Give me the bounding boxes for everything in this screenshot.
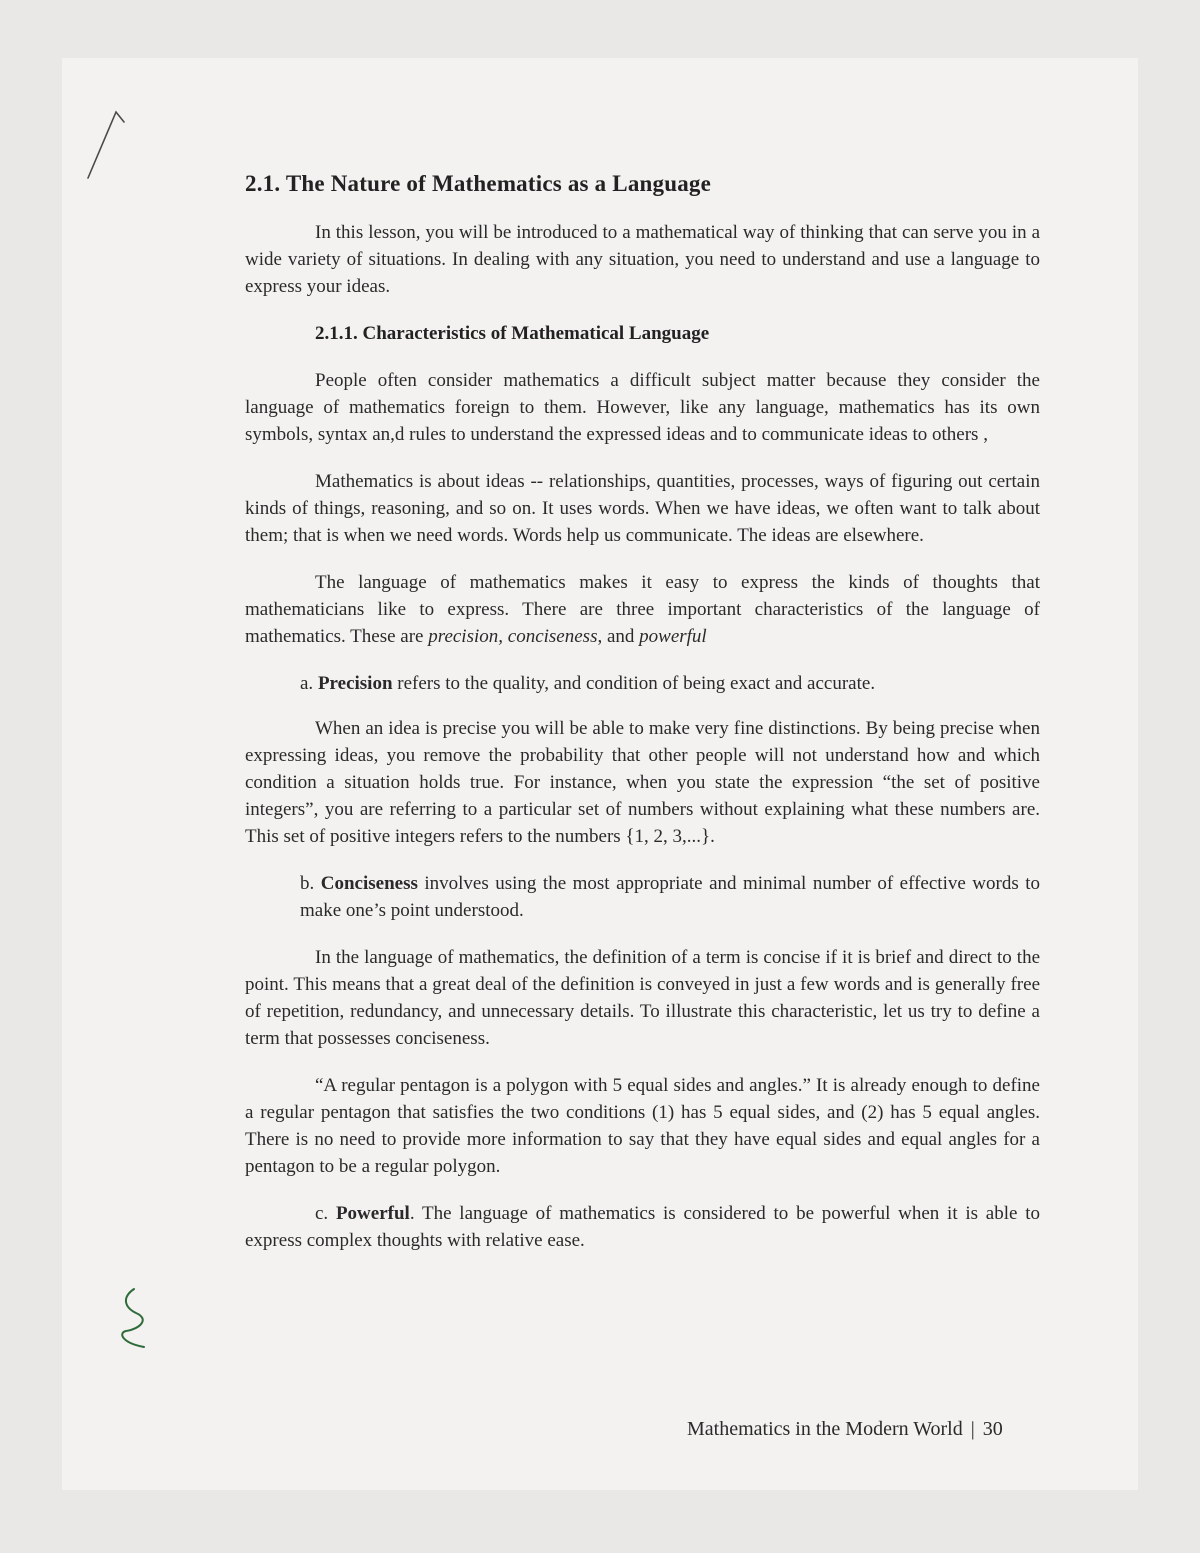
pen-squiggle-mark: [110, 1285, 170, 1355]
subsection-heading: 2.1.1. Characteristics of Mathematical Language: [315, 323, 710, 344]
paragraph-characteristics: [245, 569, 1040, 650]
item-a-marker: a.: [300, 673, 314, 694]
paragraph-conciseness: In the language of mathematics, the definition of a term is concise if it is brief and direct to the point. This means that a great deal of the definition is conveyed in just a few words and is generally free of repetition, redundancy, and unnecessary details. To illustrate this characteristic, let us try to define a term that possesses conciseness.: [245, 947, 1040, 1049]
page-number: 30: [982, 1418, 1003, 1440]
term-separator-1: ,: [498, 626, 508, 647]
item-b-term: Conciseness: [320, 873, 418, 894]
item-a-term: Precision: [317, 673, 393, 694]
item-c-text: . The language of mathematics is considered to be powerful when it is able to express complex thoughts with relative ease.: [245, 1203, 1040, 1251]
section-title: 2.1. The Nature of Mathematics as a Language: [245, 171, 712, 196]
term-precision: precision: [428, 626, 499, 647]
item-powerful: [245, 1200, 1040, 1254]
paragraph-precision: When an idea is precise you will be able to make very fine distinctions. By being precise when expressing ideas, you remove the probability that other people will not understand how and which condition a situation holds true. For instance, when you state the expression “the set of positive integers”, you are referring to a particular set of numbers without explaining what these numbers are. This set of positive integers refers to the numbers {1, 2, 3,...}.: [245, 718, 1040, 847]
footer-book-title: Mathematics in the Modern World: [687, 1418, 963, 1440]
term-powerful: powerful: [639, 626, 707, 647]
page-footer: [687, 1418, 1003, 1441]
characteristics-text: The language of mathematics makes it easy to express the kinds of thoughts that mathematicians like to express. There are three important characteristics of the language of mathematics. These are: [245, 572, 1040, 647]
document-body: [245, 170, 1040, 1254]
pen-stroke-mark: [80, 100, 140, 190]
intro-paragraph: In this lesson, you will be introduced to a mathematical way of thinking that can serve you in a wide variety of situations. In dealing with any situation, you need to understand and use a language to express your ideas.: [245, 222, 1040, 297]
paragraph-ideas: Mathematics is about ideas -- relationships, quantities, processes, ways of figuring out certain kinds of things, reasoning, and so on. It uses words. When we have ideas, we often want to talk about them; that is when we need words. Words help us communicate. The ideas are elsewhere.: [245, 471, 1040, 546]
footer-divider: |: [970, 1418, 975, 1440]
item-a-text: refers to the quality, and condition of being exact and accurate.: [392, 673, 876, 694]
item-c-marker: c.: [315, 1203, 329, 1224]
term-separator-2: , and: [597, 626, 640, 647]
item-precision: [245, 670, 1040, 697]
paragraph-language: People often consider mathematics a difficult subject matter because they consider the language of mathematics foreign to them. However, like any language, mathematics has its own symbols, syntax an,d rules to understand the expressed ideas and to communicate ideas to others ,: [245, 370, 1040, 445]
paragraph-pentagon: “A regular pentagon is a polygon with 5 equal sides and angles.” It is already enough to define a regular pentagon that satisfies the two conditions (1) has 5 equal sides, and (2) has 5 equal angles. There is no need to provide more information to say that they have equal sides and equal angles for a pentagon to be a regular polygon.: [245, 1075, 1040, 1177]
term-conciseness: conciseness: [507, 626, 598, 647]
item-b-text: involves using the most appropriate and minimal number of effective words to make one’s point understood.: [300, 873, 1040, 921]
item-conciseness: [245, 870, 1040, 924]
item-c-term: Powerful: [335, 1203, 410, 1224]
item-b-marker: b.: [300, 873, 315, 894]
